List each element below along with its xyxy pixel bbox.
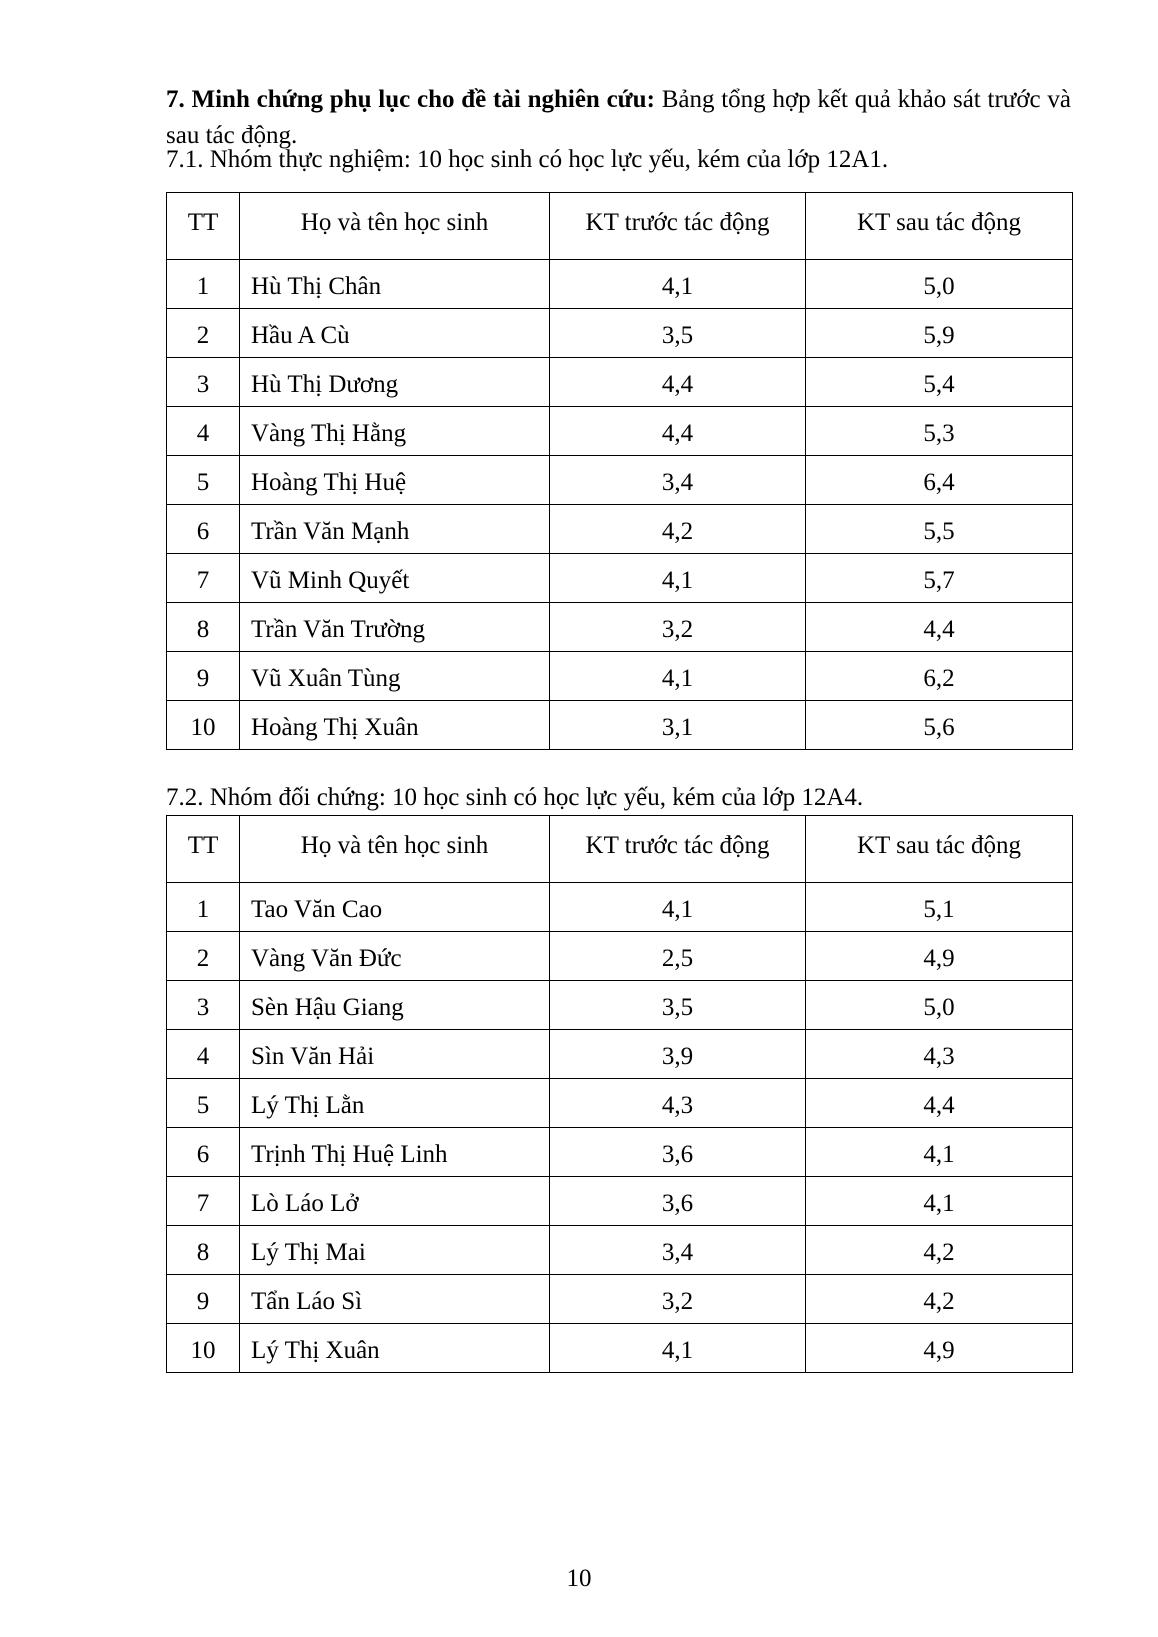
table-header-row: [167, 193, 1073, 260]
cell-score-before: 3,6: [550, 1128, 806, 1177]
cell-tt: 3: [167, 981, 240, 1030]
cell-score-after: 5,5: [806, 505, 1073, 554]
cell-score-after: 4,3: [806, 1030, 1073, 1079]
table-row: [167, 1177, 1073, 1226]
table-row: [167, 407, 1073, 456]
cell-score-before: 3,6: [550, 1177, 806, 1226]
group2-subtitle: 7.2. Nhóm đối chứng: 10 học sinh có học lực yếu, kém của lớp 12A4.: [166, 784, 864, 811]
cell-score-before: 3,5: [550, 981, 806, 1030]
cell-score-after: 4,2: [806, 1226, 1073, 1275]
cell-score-after: 4,2: [806, 1275, 1073, 1324]
cell-score-after: 5,0: [806, 981, 1073, 1030]
cell-tt: 6: [167, 505, 240, 554]
cell-tt: 2: [167, 309, 240, 358]
cell-score-before: 4,1: [550, 260, 806, 309]
header-after: KT sau tác động: [806, 816, 1073, 883]
cell-score-after: 4,9: [806, 1324, 1073, 1373]
header-name: Họ và tên học sinh: [240, 193, 550, 260]
table-row: [167, 1128, 1073, 1177]
cell-score-before: 4,2: [550, 505, 806, 554]
cell-student-name: Trần Văn Trường: [240, 603, 550, 652]
cell-tt: 8: [167, 1226, 240, 1275]
cell-score-after: 6,2: [806, 652, 1073, 701]
cell-score-after: 5,0: [806, 260, 1073, 309]
cell-score-after: 5,3: [806, 407, 1073, 456]
table-row: [167, 932, 1073, 981]
cell-score-before: 4,3: [550, 1079, 806, 1128]
cell-student-name: Tẩn Láo Sì: [240, 1275, 550, 1324]
cell-tt: 5: [167, 1079, 240, 1128]
cell-tt: 9: [167, 652, 240, 701]
table-row: [167, 309, 1073, 358]
cell-score-after: 5,7: [806, 554, 1073, 603]
cell-score-after: 4,1: [806, 1177, 1073, 1226]
header-before: KT trước tác động: [550, 816, 806, 883]
header-before: KT trước tác động: [550, 193, 806, 260]
cell-tt: 3: [167, 358, 240, 407]
cell-student-name: Vũ Minh Quyết: [240, 554, 550, 603]
cell-tt: 5: [167, 456, 240, 505]
cell-score-before: 4,1: [550, 554, 806, 603]
cell-tt: 8: [167, 603, 240, 652]
table-row: [167, 1226, 1073, 1275]
section-heading-text: Bảng tổng hợp kết quả khảo sát trước và sau tác động.: [166, 86, 1071, 149]
cell-score-after: 4,1: [806, 1128, 1073, 1177]
cell-score-before: 3,5: [550, 309, 806, 358]
table-row: [167, 1030, 1073, 1079]
section-heading-bold: 7. Minh chứng phụ lục cho đề tài nghiên cứu:: [166, 86, 655, 113]
header-after: KT sau tác động: [806, 193, 1073, 260]
cell-score-after: 4,9: [806, 932, 1073, 981]
page-number: 10: [566, 1565, 592, 1592]
table-row: [167, 981, 1073, 1030]
cell-score-before: 4,1: [550, 652, 806, 701]
cell-tt: 1: [167, 883, 240, 932]
cell-score-before: 3,1: [550, 701, 806, 750]
cell-score-after: 5,6: [806, 701, 1073, 750]
table-row: [167, 260, 1073, 309]
cell-score-before: 3,2: [550, 603, 806, 652]
cell-score-before: 3,2: [550, 1275, 806, 1324]
table-row: [167, 456, 1073, 505]
table-row: [167, 358, 1073, 407]
cell-tt: 1: [167, 260, 240, 309]
header-tt: TT: [167, 816, 240, 883]
cell-score-after: 6,4: [806, 456, 1073, 505]
cell-tt: 9: [167, 1275, 240, 1324]
cell-student-name: Lý Thị Lằn: [240, 1079, 550, 1128]
table-row: [167, 652, 1073, 701]
control-group-table: [166, 815, 1073, 1373]
table-row: [167, 701, 1073, 750]
cell-score-after: 4,4: [806, 1079, 1073, 1128]
cell-student-name: Hù Thị Dương: [240, 358, 550, 407]
cell-score-before: 2,5: [550, 932, 806, 981]
cell-tt: 10: [167, 1324, 240, 1373]
cell-student-name: Trần Văn Mạnh: [240, 505, 550, 554]
cell-tt: 7: [167, 1177, 240, 1226]
cell-score-before: 4,4: [550, 358, 806, 407]
cell-student-name: Vũ Xuân Tùng: [240, 652, 550, 701]
cell-student-name: Hoàng Thị Xuân: [240, 701, 550, 750]
cell-student-name: Trịnh Thị Huệ Linh: [240, 1128, 550, 1177]
cell-score-after: 5,4: [806, 358, 1073, 407]
header-name: Họ và tên học sinh: [240, 816, 550, 883]
cell-student-name: Lý Thị Xuân: [240, 1324, 550, 1373]
cell-score-before: 4,1: [550, 883, 806, 932]
table-row: [167, 883, 1073, 932]
table-header-row: [167, 816, 1073, 883]
experimental-group-table: [166, 192, 1073, 750]
cell-student-name: Lý Thị Mai: [240, 1226, 550, 1275]
header-tt: TT: [167, 193, 240, 260]
cell-tt: 4: [167, 407, 240, 456]
cell-student-name: Vàng Thị Hằng: [240, 407, 550, 456]
cell-tt: 4: [167, 1030, 240, 1079]
group1-subtitle: 7.1. Nhóm thực nghiệm: 10 học sinh có học lực yếu, kém của lớp 12A1.: [166, 146, 889, 173]
cell-score-before: 3,9: [550, 1030, 806, 1079]
table-row: [167, 1079, 1073, 1128]
cell-score-before: 4,4: [550, 407, 806, 456]
cell-student-name: Hù Thị Chân: [240, 260, 550, 309]
cell-score-before: 4,1: [550, 1324, 806, 1373]
cell-score-after: 5,9: [806, 309, 1073, 358]
cell-student-name: Vàng Văn Đức: [240, 932, 550, 981]
cell-student-name: Hoàng Thị Huệ: [240, 456, 550, 505]
cell-student-name: Lò Láo Lở: [240, 1177, 550, 1226]
cell-score-after: 5,1: [806, 883, 1073, 932]
cell-tt: 6: [167, 1128, 240, 1177]
table-row: [167, 554, 1073, 603]
cell-score-before: 3,4: [550, 456, 806, 505]
cell-score-before: 3,4: [550, 1226, 806, 1275]
table-row: [167, 603, 1073, 652]
cell-student-name: Sìn Văn Hải: [240, 1030, 550, 1079]
cell-student-name: Hầu A Cù: [240, 309, 550, 358]
cell-student-name: Tao Văn Cao: [240, 883, 550, 932]
cell-tt: 10: [167, 701, 240, 750]
table-row: [167, 1324, 1073, 1373]
cell-score-after: 4,4: [806, 603, 1073, 652]
table-row: [167, 1275, 1073, 1324]
cell-tt: 7: [167, 554, 240, 603]
table-row: [167, 505, 1073, 554]
cell-student-name: Sèn Hậu Giang: [240, 981, 550, 1030]
cell-tt: 2: [167, 932, 240, 981]
